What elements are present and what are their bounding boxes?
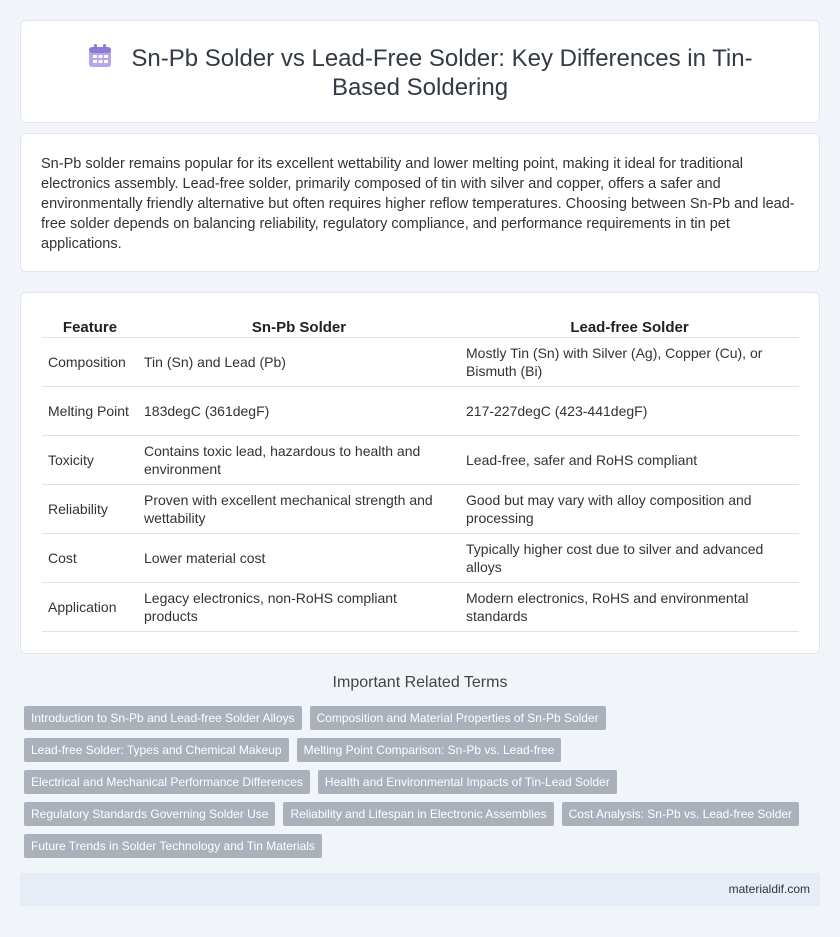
table-row [42,387,799,436]
row-feature: Composition [42,338,138,387]
table-row [42,485,799,534]
related-term-tag[interactable]: Cost Analysis: Sn-Pb vs. Lead-free Solder [562,802,799,826]
table-row [42,338,799,387]
table-row [42,436,799,485]
row-feature: Melting Point [42,387,138,436]
row-leadfree: Modern electronics, RoHS and environmental standards [460,583,799,632]
row-leadfree: Good but may vary with alloy composition and processing [460,485,799,534]
footer-site-link[interactable]: materialdif.com [728,882,810,896]
related-term-tag[interactable]: Introduction to Sn-Pb and Lead-free Solder Alloys [24,706,302,730]
related-term-tag[interactable]: Future Trends in Solder Technology and Tin Materials [24,834,322,858]
row-snpb: 183degC (361degF) [138,387,460,436]
row-leadfree: Mostly Tin (Sn) with Silver (Ag), Copper (Cu), or Bismuth (Bi) [460,338,799,387]
table-row [42,583,799,632]
title-wrap [61,43,779,102]
related-term-tag[interactable]: Health and Environmental Impacts of Tin-Lead Solder [318,770,617,794]
row-leadfree: Typically higher cost due to silver and advanced alloys [460,534,799,583]
related-term-tag[interactable]: Regulatory Standards Governing Solder Use [24,802,275,826]
comparison-card [20,292,820,654]
related-terms-heading: Important Related Terms [332,674,508,691]
intro-paragraph: Sn-Pb solder remains popular for its excellent wettability and lower melting point, making it ideal for traditional electronics assembly. Lead-free solder, primarily composed of tin with silver and copper, offers a safer and environmentally friendly alternative but often requires higher reflow temperatures. Choosing between Sn-Pb and lead-free solder depends on balancing reliability, regulatory compliance, and performance requirements in tin pet applications. [41,156,795,252]
header-snpb: Sn-Pb Solder [138,313,460,338]
row-leadfree: Lead-free, safer and RoHS compliant [460,436,799,485]
calendar-icon [87,43,113,69]
related-term-tag[interactable]: Reliability and Lifespan in Electronic Assemblies [283,802,553,826]
intro-card [20,133,820,272]
related-term-tag[interactable]: Melting Point Comparison: Sn-Pb vs. Lead-free [297,738,562,762]
header-card [20,20,820,123]
row-snpb: Legacy electronics, non-RoHS compliant products [138,583,460,632]
row-feature: Application [42,583,138,632]
row-snpb: Proven with excellent mechanical strength and wettability [138,485,460,534]
row-snpb: Contains toxic lead, hazardous to health and environment [138,436,460,485]
footer [20,873,820,906]
row-feature: Cost [42,534,138,583]
page-title: Sn-Pb Solder vs Lead-Free Solder: Key Differences in Tin-Based Soldering [131,45,753,101]
row-feature: Reliability [42,485,138,534]
header-feature: Feature [42,313,138,338]
row-snpb: Lower material cost [138,534,460,583]
related-term-tag[interactable]: Lead-free Solder: Types and Chemical Makeup [24,738,289,762]
related-terms-list [24,706,824,866]
related-term-tag[interactable]: Composition and Material Properties of Sn-Pb Solder [310,706,606,730]
comparison-table [42,313,799,632]
row-feature: Toxicity [42,436,138,485]
row-snpb: Tin (Sn) and Lead (Pb) [138,338,460,387]
table-header-row [42,313,799,338]
row-leadfree: 217-227degC (423-441degF) [460,387,799,436]
table-row [42,534,799,583]
header-leadfree: Lead-free Solder [460,313,799,338]
related-term-tag[interactable]: Electrical and Mechanical Performance Differences [24,770,310,794]
